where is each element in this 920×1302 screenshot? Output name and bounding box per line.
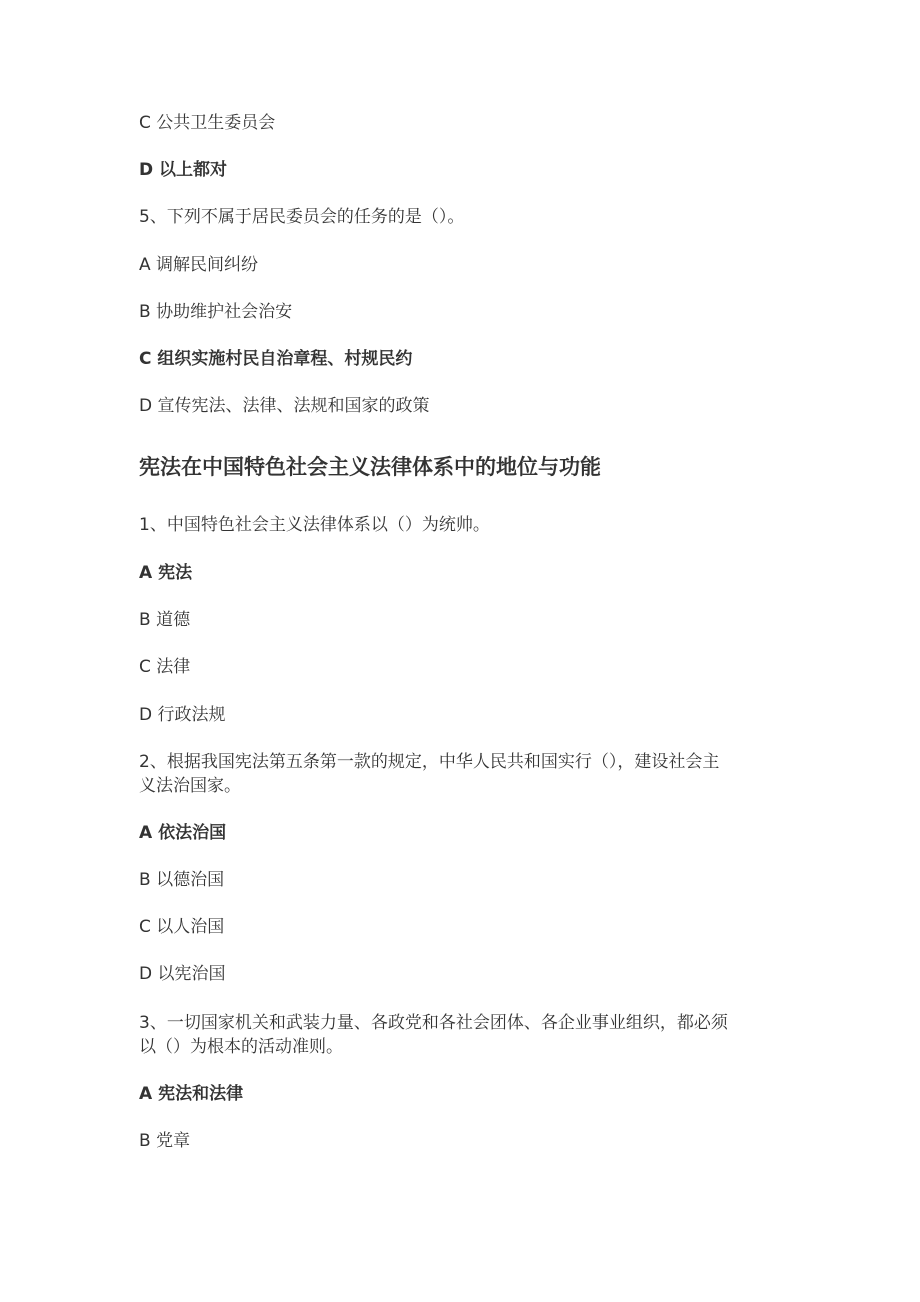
question-1: 1、中国特色社会主义法律体系以（）为统帅。 (139, 515, 490, 535)
q2-option-a: A 依法治国 (139, 823, 227, 843)
question-2-line-2: 义法治国家。 (139, 776, 241, 796)
question-3-line-2: 以（）为根本的活动准则。 (139, 1037, 343, 1057)
q3-option-b: B 党章 (139, 1131, 191, 1151)
option-d-publicize: D 宣传宪法、法律、法规和国家的政策 (139, 396, 430, 416)
option-d-all-correct: D 以上都对 (139, 160, 228, 180)
option-b-security: B 协助维护社会治安 (139, 302, 293, 322)
q3-option-a: A 宪法和法律 (139, 1084, 244, 1104)
question-3-line-1: 3、一切国家机关和武装力量、各政党和各社会团体、各企业事业组织，都必须 (139, 1013, 728, 1033)
q1-option-c: C 法律 (139, 657, 191, 677)
question-2-line-1: 2、根据我国宪法第五条第一款的规定，中华人民共和国实行（），建设社会主 (139, 752, 720, 772)
question-5: 5、下列不属于居民委员会的任务的是（）。 (139, 207, 465, 227)
section-heading: 宪法在中国特色社会主义法律体系中的地位与功能 (139, 455, 601, 479)
q1-option-b: B 道德 (139, 610, 191, 630)
q2-option-c: C 以人治国 (139, 917, 225, 937)
option-c-village-rules: C 组织实施村民自治章程、村规民约 (139, 349, 413, 369)
q1-option-a: A 宪法 (139, 563, 193, 583)
option-a-mediate: A 调解民间纠纷 (139, 255, 259, 275)
q2-option-b: B 以德治国 (139, 870, 225, 890)
q1-option-d: D 行政法规 (139, 705, 226, 725)
q2-option-d: D 以宪治国 (139, 964, 226, 984)
option-c-public-health: C 公共卫生委员会 (139, 113, 276, 133)
